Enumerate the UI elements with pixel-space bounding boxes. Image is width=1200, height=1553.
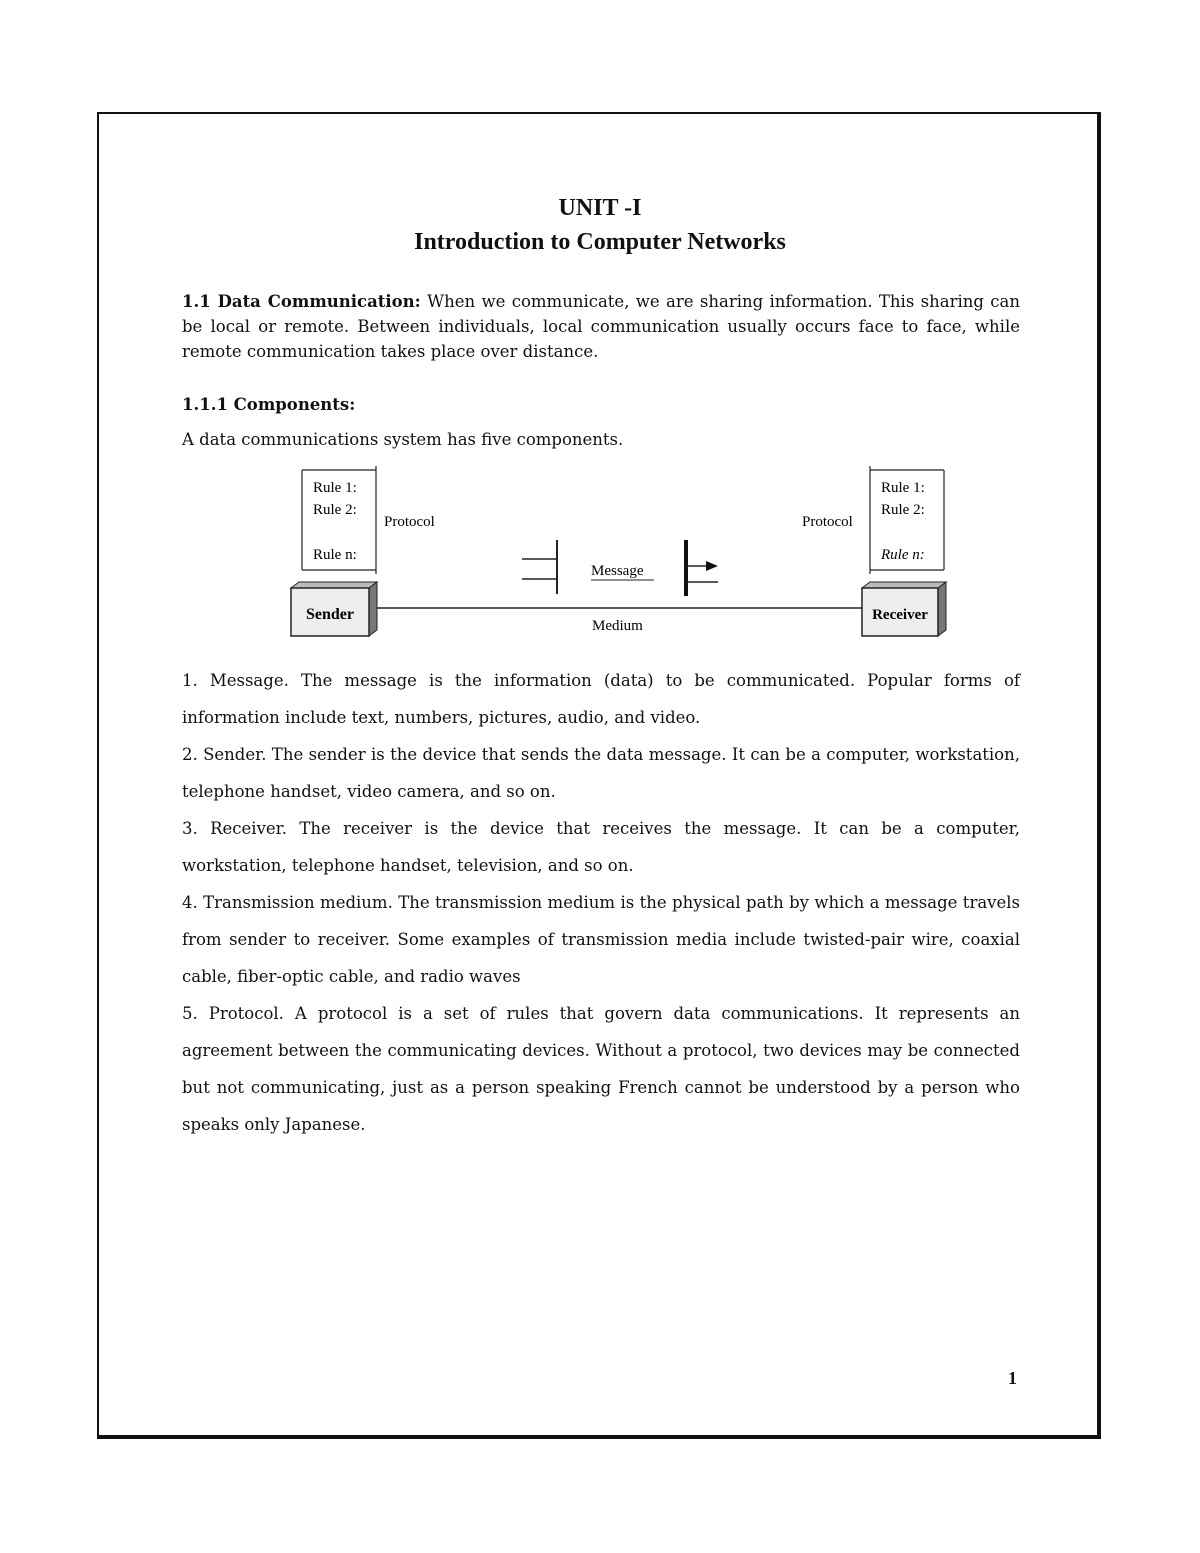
sender-box — [291, 582, 377, 636]
message-arrow-icon — [706, 561, 718, 571]
section-1-1-text: When we communicate, we are sharing information. This sharing can be local or remote. Between individuals, local communication usually occurs face to face, while remote communication takes place over distance. — [182, 292, 1021, 361]
components-list — [182, 662, 1020, 1143]
medium-label: Medium — [592, 618, 643, 634]
receiver-rule-box — [870, 466, 944, 574]
receiver-rule-1: Rule 1: — [881, 480, 925, 496]
page-title: Introduction to Computer Networks — [414, 229, 786, 255]
sender-rule-2: Rule 2: — [313, 502, 357, 518]
message-label: Message — [591, 563, 644, 579]
list-item: 4. Transmission medium. The transmission medium is the physical path by which a message travels from sender to receiver. Some examples of transmission media include twisted-pair wire, coaxial cable, fiber-optic cable, and radio waves — [182, 893, 1020, 986]
unit-heading: UNIT -I — [558, 195, 642, 221]
protocol-label-right: Protocol — [802, 514, 853, 530]
sender-rule-box — [302, 466, 376, 574]
receiver-box — [862, 582, 946, 636]
components-intro: A data communications system has five components. — [182, 430, 624, 449]
list-item: 3. Receiver. The receiver is the device that receives the message. It can be a computer, workstation, telephone handset, television, and so on. — [182, 819, 1020, 875]
section-1-1-1-heading: 1.1.1 Components: — [182, 395, 356, 414]
protocol-label-left: Protocol — [384, 514, 435, 530]
receiver-rule-2: Rule 2: — [881, 502, 925, 518]
components-diagram — [280, 464, 960, 644]
sender-rule-n: Rule n: — [313, 547, 357, 563]
receiver-rule-n: Rule n: — [881, 547, 925, 563]
section-1-1-label: 1.1 Data Communication: — [182, 292, 421, 311]
sender-rule-1: Rule 1: — [313, 480, 357, 496]
page-number: 1 — [1008, 1368, 1017, 1388]
list-item: 1. Message. The message is the information (data) to be communicated. Popular forms of information include text, numbers, pictures, audio, and video. — [182, 671, 1020, 727]
section-1-1-paragraph — [182, 289, 1020, 364]
list-item: 2. Sender. The sender is the device that sends the data message. It can be a computer, workstation, telephone handset, video camera, and so on. — [182, 745, 1020, 801]
receiver-label: Receiver — [872, 607, 928, 623]
sender-label: Sender — [306, 606, 354, 623]
list-item: 5. Protocol. A protocol is a set of rules that govern data communications. It represents an agreement between the communicating devices. Without a protocol, two devices may be connected but not communicating, just as a person speaking French cannot be understood by a person who speaks only Japanese. — [182, 1004, 1020, 1134]
